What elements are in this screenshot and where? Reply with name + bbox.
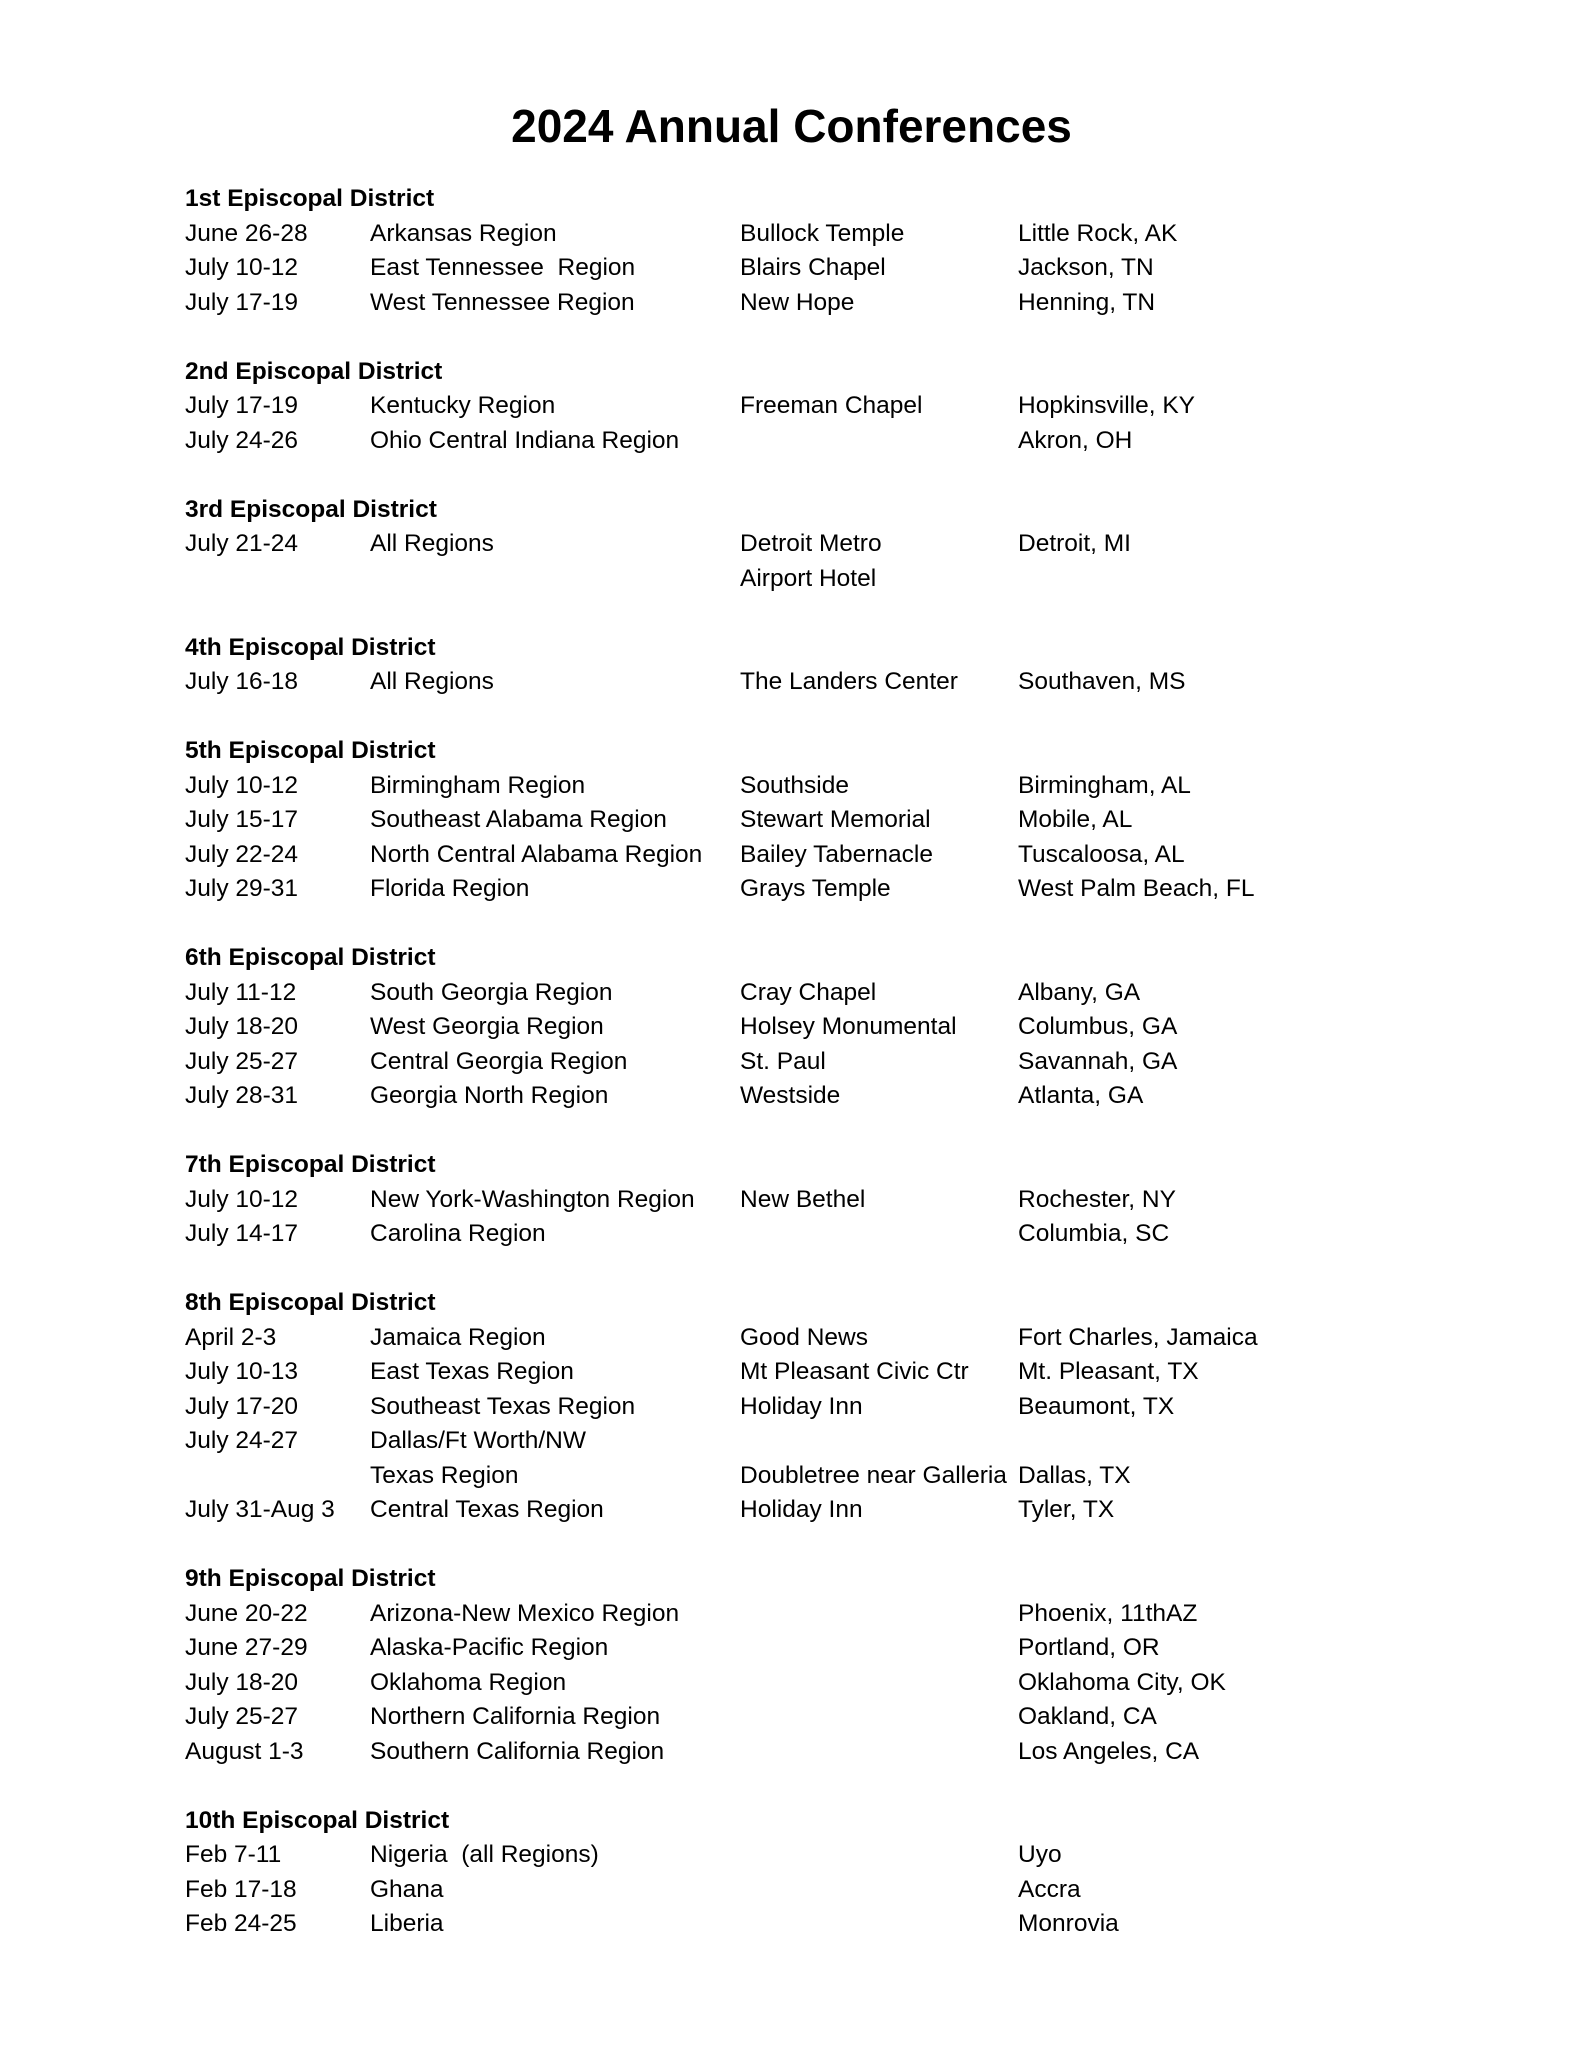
- conference-region: Arizona-New Mexico Region: [370, 1599, 680, 1627]
- conference-date: June 20-22: [185, 1599, 308, 1627]
- conference-region: Central Texas Region: [370, 1496, 604, 1523]
- conference-row: [185, 286, 1385, 321]
- conference-region: Ghana: [370, 1875, 444, 1903]
- conference-date: July 18-20: [185, 1013, 299, 1040]
- conference-city: Little Rock, AK: [1018, 219, 1178, 247]
- conference-row: [185, 803, 1385, 838]
- conference-date: July 17-19: [185, 392, 299, 419]
- conference-region: West Georgia Region: [370, 1013, 604, 1040]
- conference-city: Oklahoma City, OK: [1018, 1668, 1226, 1696]
- conference-date: Feb 17-18: [185, 1875, 297, 1903]
- district-section: [185, 493, 1385, 597]
- conference-row: [185, 217, 1385, 252]
- conference-date: July 25-27: [185, 1047, 299, 1075]
- conference-venue: Bailey Tabernacle: [740, 840, 933, 868]
- district-section: [185, 1148, 1385, 1252]
- conference-region: Carolina Region: [370, 1220, 546, 1247]
- conference-venue: St. Paul: [740, 1047, 826, 1075]
- conference-venue: The Landers Center: [740, 668, 958, 695]
- conference-schedule: [185, 182, 1385, 1976]
- conference-date: June 26-28: [185, 219, 308, 247]
- conference-region: Nigeria (all Regions): [370, 1841, 599, 1868]
- conference-date: July 24-26: [185, 426, 299, 454]
- conference-city: Oakland, CA: [1018, 1703, 1157, 1730]
- conference-date: July 10-12: [185, 254, 299, 281]
- conference-region: Northern California Region: [370, 1703, 661, 1730]
- conference-city: Beaumont, TX: [1018, 1392, 1175, 1420]
- conference-city: Columbia, SC: [1018, 1220, 1170, 1247]
- conference-region: Jamaica Region: [370, 1323, 546, 1351]
- conference-date: July 10-12: [185, 1185, 299, 1213]
- conference-region: South Georgia Region: [370, 978, 613, 1006]
- conference-region: Southern California Region: [370, 1737, 665, 1765]
- district-heading: 8th Episcopal District: [185, 1289, 436, 1316]
- conference-city: Los Angeles, CA: [1018, 1737, 1200, 1765]
- conference-city: Accra: [1018, 1875, 1081, 1903]
- conference-venue: Doubletree near Galleria: [740, 1461, 1007, 1489]
- conference-city: Albany, GA: [1018, 978, 1141, 1006]
- conference-region: Georgia North Region: [370, 1082, 609, 1109]
- conference-region: East Tennessee Region: [370, 254, 636, 281]
- conference-city: Henning, TN: [1018, 288, 1156, 316]
- district-section: [185, 355, 1385, 459]
- district-section: [185, 1286, 1385, 1528]
- district-heading: 5th Episcopal District: [185, 737, 436, 764]
- conference-date: July 18-20: [185, 1668, 299, 1696]
- conference-row: [185, 424, 1385, 459]
- conference-city: Phoenix, 11thAZ: [1018, 1599, 1198, 1627]
- conference-row: [185, 1321, 1385, 1356]
- conference-venue: New Hope: [740, 288, 855, 316]
- conference-date: July 17-19: [185, 288, 299, 316]
- conference-row: [185, 251, 1385, 286]
- conference-date: April 2-3: [185, 1323, 277, 1351]
- district-section: [185, 941, 1385, 1114]
- conference-row: [185, 1493, 1385, 1528]
- conference-region: Southeast Texas Region: [370, 1392, 636, 1420]
- conference-date: July 16-18: [185, 668, 299, 695]
- conference-city: Uyo: [1018, 1841, 1062, 1868]
- conference-date: July 29-31: [185, 875, 299, 902]
- conference-row: [185, 1597, 1385, 1632]
- conference-date: July 25-27: [185, 1703, 299, 1730]
- district-heading: 9th Episcopal District: [185, 1565, 436, 1592]
- conference-row: [185, 389, 1385, 424]
- conference-venue: Bullock Temple: [740, 219, 905, 247]
- district-section: [185, 1804, 1385, 1942]
- conference-region: Kentucky Region: [370, 392, 556, 419]
- conference-city: Birmingham, AL: [1018, 771, 1191, 799]
- conference-date: Feb 24-25: [185, 1910, 297, 1937]
- conference-row: [185, 1666, 1385, 1701]
- conference-row: [185, 1010, 1385, 1045]
- conference-city: Rochester, NY: [1018, 1185, 1176, 1213]
- conference-region: Florida Region: [370, 875, 530, 902]
- conference-date: June 27-29: [185, 1634, 308, 1661]
- conference-region: North Central Alabama Region: [370, 840, 703, 868]
- conference-city: Atlanta, GA: [1018, 1082, 1144, 1109]
- conference-date: July 31-Aug 3: [185, 1496, 335, 1523]
- district-section: [185, 1562, 1385, 1769]
- conference-venue: Holsey Monumental: [740, 1013, 957, 1040]
- conference-venue: Blairs Chapel: [740, 254, 886, 281]
- conference-venue: Holiday Inn: [740, 1496, 863, 1523]
- conference-row: [185, 1424, 1385, 1459]
- conference-region: Ohio Central Indiana Region: [370, 426, 680, 454]
- conference-row: [185, 1907, 1385, 1942]
- conference-row: [185, 1183, 1385, 1218]
- conference-venue: Holiday Inn: [740, 1392, 863, 1420]
- conference-row: [185, 838, 1385, 873]
- conference-date: July 14-17: [185, 1220, 299, 1247]
- conference-city: Tuscaloosa, AL: [1018, 840, 1185, 868]
- conference-row: [185, 665, 1385, 700]
- conference-region: Oklahoma Region: [370, 1668, 567, 1696]
- conference-city: Columbus, GA: [1018, 1013, 1178, 1040]
- conference-region: New York-Washington Region: [370, 1185, 695, 1213]
- district-heading: 4th Episcopal District: [185, 633, 436, 661]
- conference-row: [185, 527, 1385, 596]
- conference-region: Birmingham Region: [370, 771, 586, 799]
- district-section: [185, 631, 1385, 700]
- conference-date: August 1-3: [185, 1737, 304, 1765]
- conference-date: July 28-31: [185, 1082, 299, 1109]
- conference-region: All Regions: [370, 668, 494, 695]
- conference-city: Fort Charles, Jamaica: [1018, 1323, 1258, 1351]
- conference-row: [185, 1459, 1385, 1494]
- conference-row: [185, 1735, 1385, 1770]
- conference-row: [185, 1873, 1385, 1908]
- conference-date: July 24-27: [185, 1427, 299, 1454]
- conference-venue: Mt Pleasant Civic Ctr: [740, 1358, 969, 1385]
- conference-city: West Palm Beach, FL: [1018, 875, 1255, 902]
- conference-row: [185, 1700, 1385, 1735]
- conference-venue: Cray Chapel: [740, 978, 877, 1006]
- conference-row: [185, 769, 1385, 804]
- conference-city: Portland, OR: [1018, 1634, 1160, 1661]
- conference-region: Central Georgia Region: [370, 1047, 628, 1075]
- conference-date: July 10-12: [185, 771, 299, 799]
- conference-region: Alaska-Pacific Region: [370, 1634, 609, 1661]
- conference-region: Arkansas Region: [370, 219, 557, 247]
- conference-row: [185, 976, 1385, 1011]
- district-heading: 1st Episcopal District: [185, 185, 435, 212]
- conference-city: Hopkinsville, KY: [1018, 392, 1196, 419]
- conference-venue: Westside: [740, 1082, 841, 1109]
- conference-city: Dallas, TX: [1018, 1461, 1131, 1489]
- conference-date: July 10-13: [185, 1358, 299, 1385]
- conference-date: July 17-20: [185, 1392, 299, 1420]
- conference-row: [185, 1838, 1385, 1873]
- conference-city: Southaven, MS: [1018, 668, 1186, 695]
- conference-date: July 11-12: [185, 978, 297, 1006]
- district-section: [185, 182, 1385, 320]
- conference-region: Southeast Alabama Region: [370, 806, 667, 833]
- conference-row: [185, 1390, 1385, 1425]
- conference-region: All Regions: [370, 530, 494, 557]
- conference-city: Mt. Pleasant, TX: [1018, 1358, 1199, 1385]
- district-heading: 10th Episcopal District: [185, 1806, 450, 1834]
- page-title: 2024 Annual Conferences: [511, 100, 1072, 152]
- conference-venue: Good News: [740, 1323, 869, 1351]
- district-section: [185, 734, 1385, 907]
- conference-date: Feb 7-11: [185, 1841, 282, 1868]
- conference-region: Liberia: [370, 1910, 444, 1937]
- conference-region: Dallas/Ft Worth/NW: [370, 1427, 586, 1454]
- conference-row: [185, 1631, 1385, 1666]
- district-heading: 7th Episcopal District: [185, 1151, 436, 1178]
- conference-row: [185, 1355, 1385, 1390]
- conference-city: Akron, OH: [1018, 426, 1133, 454]
- conference-date: July 15-17: [185, 806, 299, 833]
- conference-venue: Grays Temple: [740, 875, 891, 902]
- conference-venue: Freeman Chapel: [740, 392, 923, 419]
- conference-city: Jackson, TN: [1018, 254, 1154, 281]
- conference-venue: Detroit Metro Airport Hotel: [740, 530, 882, 592]
- conference-row: [185, 1045, 1385, 1080]
- conference-city: Monrovia: [1018, 1910, 1119, 1937]
- conference-row: [185, 1217, 1385, 1252]
- conference-date: July 22-24: [185, 840, 299, 868]
- conference-date: July 21-24: [185, 530, 299, 557]
- conference-venue: New Bethel: [740, 1185, 866, 1213]
- district-heading: 3rd Episcopal District: [185, 495, 437, 523]
- conference-city: Detroit, MI: [1018, 530, 1131, 557]
- conference-venue: Stewart Memorial: [740, 806, 931, 833]
- conference-row: [185, 1079, 1385, 1114]
- conference-region: Texas Region: [370, 1461, 519, 1489]
- district-heading: 6th Episcopal District: [185, 944, 436, 971]
- conference-city: Tyler, TX: [1018, 1496, 1115, 1523]
- conference-row: [185, 872, 1385, 907]
- district-heading: 2nd Episcopal District: [185, 357, 443, 385]
- conference-region: West Tennessee Region: [370, 288, 635, 316]
- conference-region: East Texas Region: [370, 1358, 574, 1385]
- conference-venue: Southside: [740, 771, 849, 799]
- conference-city: Mobile, AL: [1018, 806, 1133, 833]
- conference-city: Savannah, GA: [1018, 1047, 1178, 1075]
